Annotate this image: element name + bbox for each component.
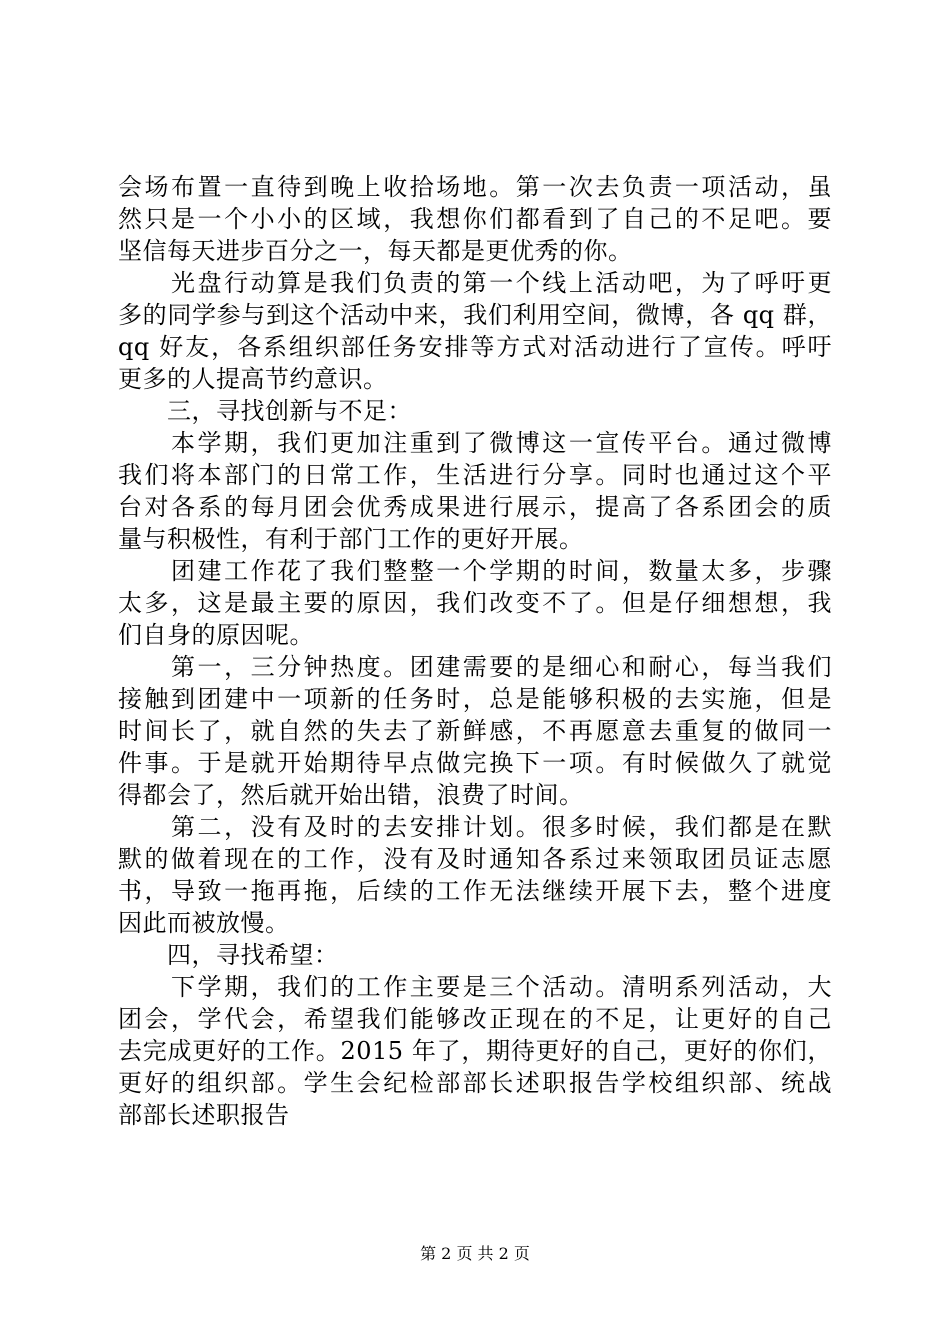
text-line: 然只是一个小小的区域，我想你们都看到了自己的不足吧。要	[118, 205, 832, 233]
document-body	[118, 171, 832, 1131]
section-heading: 四，寻找希望：	[118, 941, 339, 969]
text-line: 接触到团建中一项新的任务时，总是能够积极的去实施，但是	[118, 685, 832, 713]
section-heading: 三，寻找创新与不足：	[118, 397, 412, 425]
text-line: 下学期，我们的工作主要是三个活动。清明系列活动，大	[118, 973, 832, 1001]
text-line: 会场布置一直待到晚上收拾场地。第一次去负责一项活动，虽	[118, 173, 832, 201]
text-line: 更多的人提高节约意识。	[118, 365, 388, 393]
text-line: 更好的组织部。学生会纪检部部长述职报告学校组织部、统战	[118, 1069, 832, 1097]
text-line: 部部长述职报告	[118, 1101, 290, 1129]
text-line: 光盘行动算是我们负责的第一个线上活动吧，为了呼吁更	[118, 269, 832, 297]
text-line: 太多，这是最主要的原因，我们改变不了。但是仔细想想，我	[118, 589, 832, 617]
text-line: qq 好友，各系组织部任务安排等方式对活动进行了宣传。呼吁	[118, 333, 832, 361]
text-line: 时间长了，就自然的失去了新鲜感，不再愿意去重复的做同一	[118, 717, 832, 745]
text-line: 坚信每天进步百分之一，每天都是更优秀的你。	[118, 237, 633, 265]
text-line: 台对各系的每月团会优秀成果进行展示，提高了各系团会的质	[118, 493, 832, 521]
text-line: 书，导致一拖再拖，后续的工作无法继续开展下去，整个进度	[118, 877, 832, 905]
text-line: 本学期，我们更加注重到了微博这一宣传平台。通过微博	[118, 429, 832, 457]
text-line: 团会，学代会，希望我们能够改正现在的不足，让更好的自己	[118, 1005, 832, 1033]
text-line: 们自身的原因呢。	[118, 621, 314, 649]
text-line: 去完成更好的工作。2015 年了，期待更好的自己，更好的你们，	[118, 1037, 832, 1065]
text-line: 得都会了，然后就开始出错，浪费了时间。	[118, 781, 584, 809]
text-line: 多的同学参与到这个活动中来，我们利用空间，微博，各 qq 群，	[118, 301, 832, 329]
text-line: 默的做着现在的工作，没有及时通知各系过来领取团员证志愿	[118, 845, 832, 873]
text-line: 第二，没有及时的去安排计划。很多时候，我们都是在默	[118, 813, 832, 841]
text-line: 因此而被放慢。	[118, 909, 290, 937]
text-line: 我们将本部门的日常工作，生活进行分享。同时也通过这个平	[118, 461, 832, 489]
text-line: 第一，三分钟热度。团建需要的是细心和耐心，每当我们	[118, 653, 832, 681]
text-line: 件事。于是就开始期待早点做完换下一项。有时候做久了就觉	[118, 749, 832, 777]
text-line: 量与积极性，有利于部门工作的更好开展。	[118, 525, 584, 553]
text-line: 团建工作花了我们整整一个学期的时间，数量太多，步骤	[118, 557, 832, 585]
page-number-footer: 第 2 页 共 2 页	[420, 1244, 530, 1263]
